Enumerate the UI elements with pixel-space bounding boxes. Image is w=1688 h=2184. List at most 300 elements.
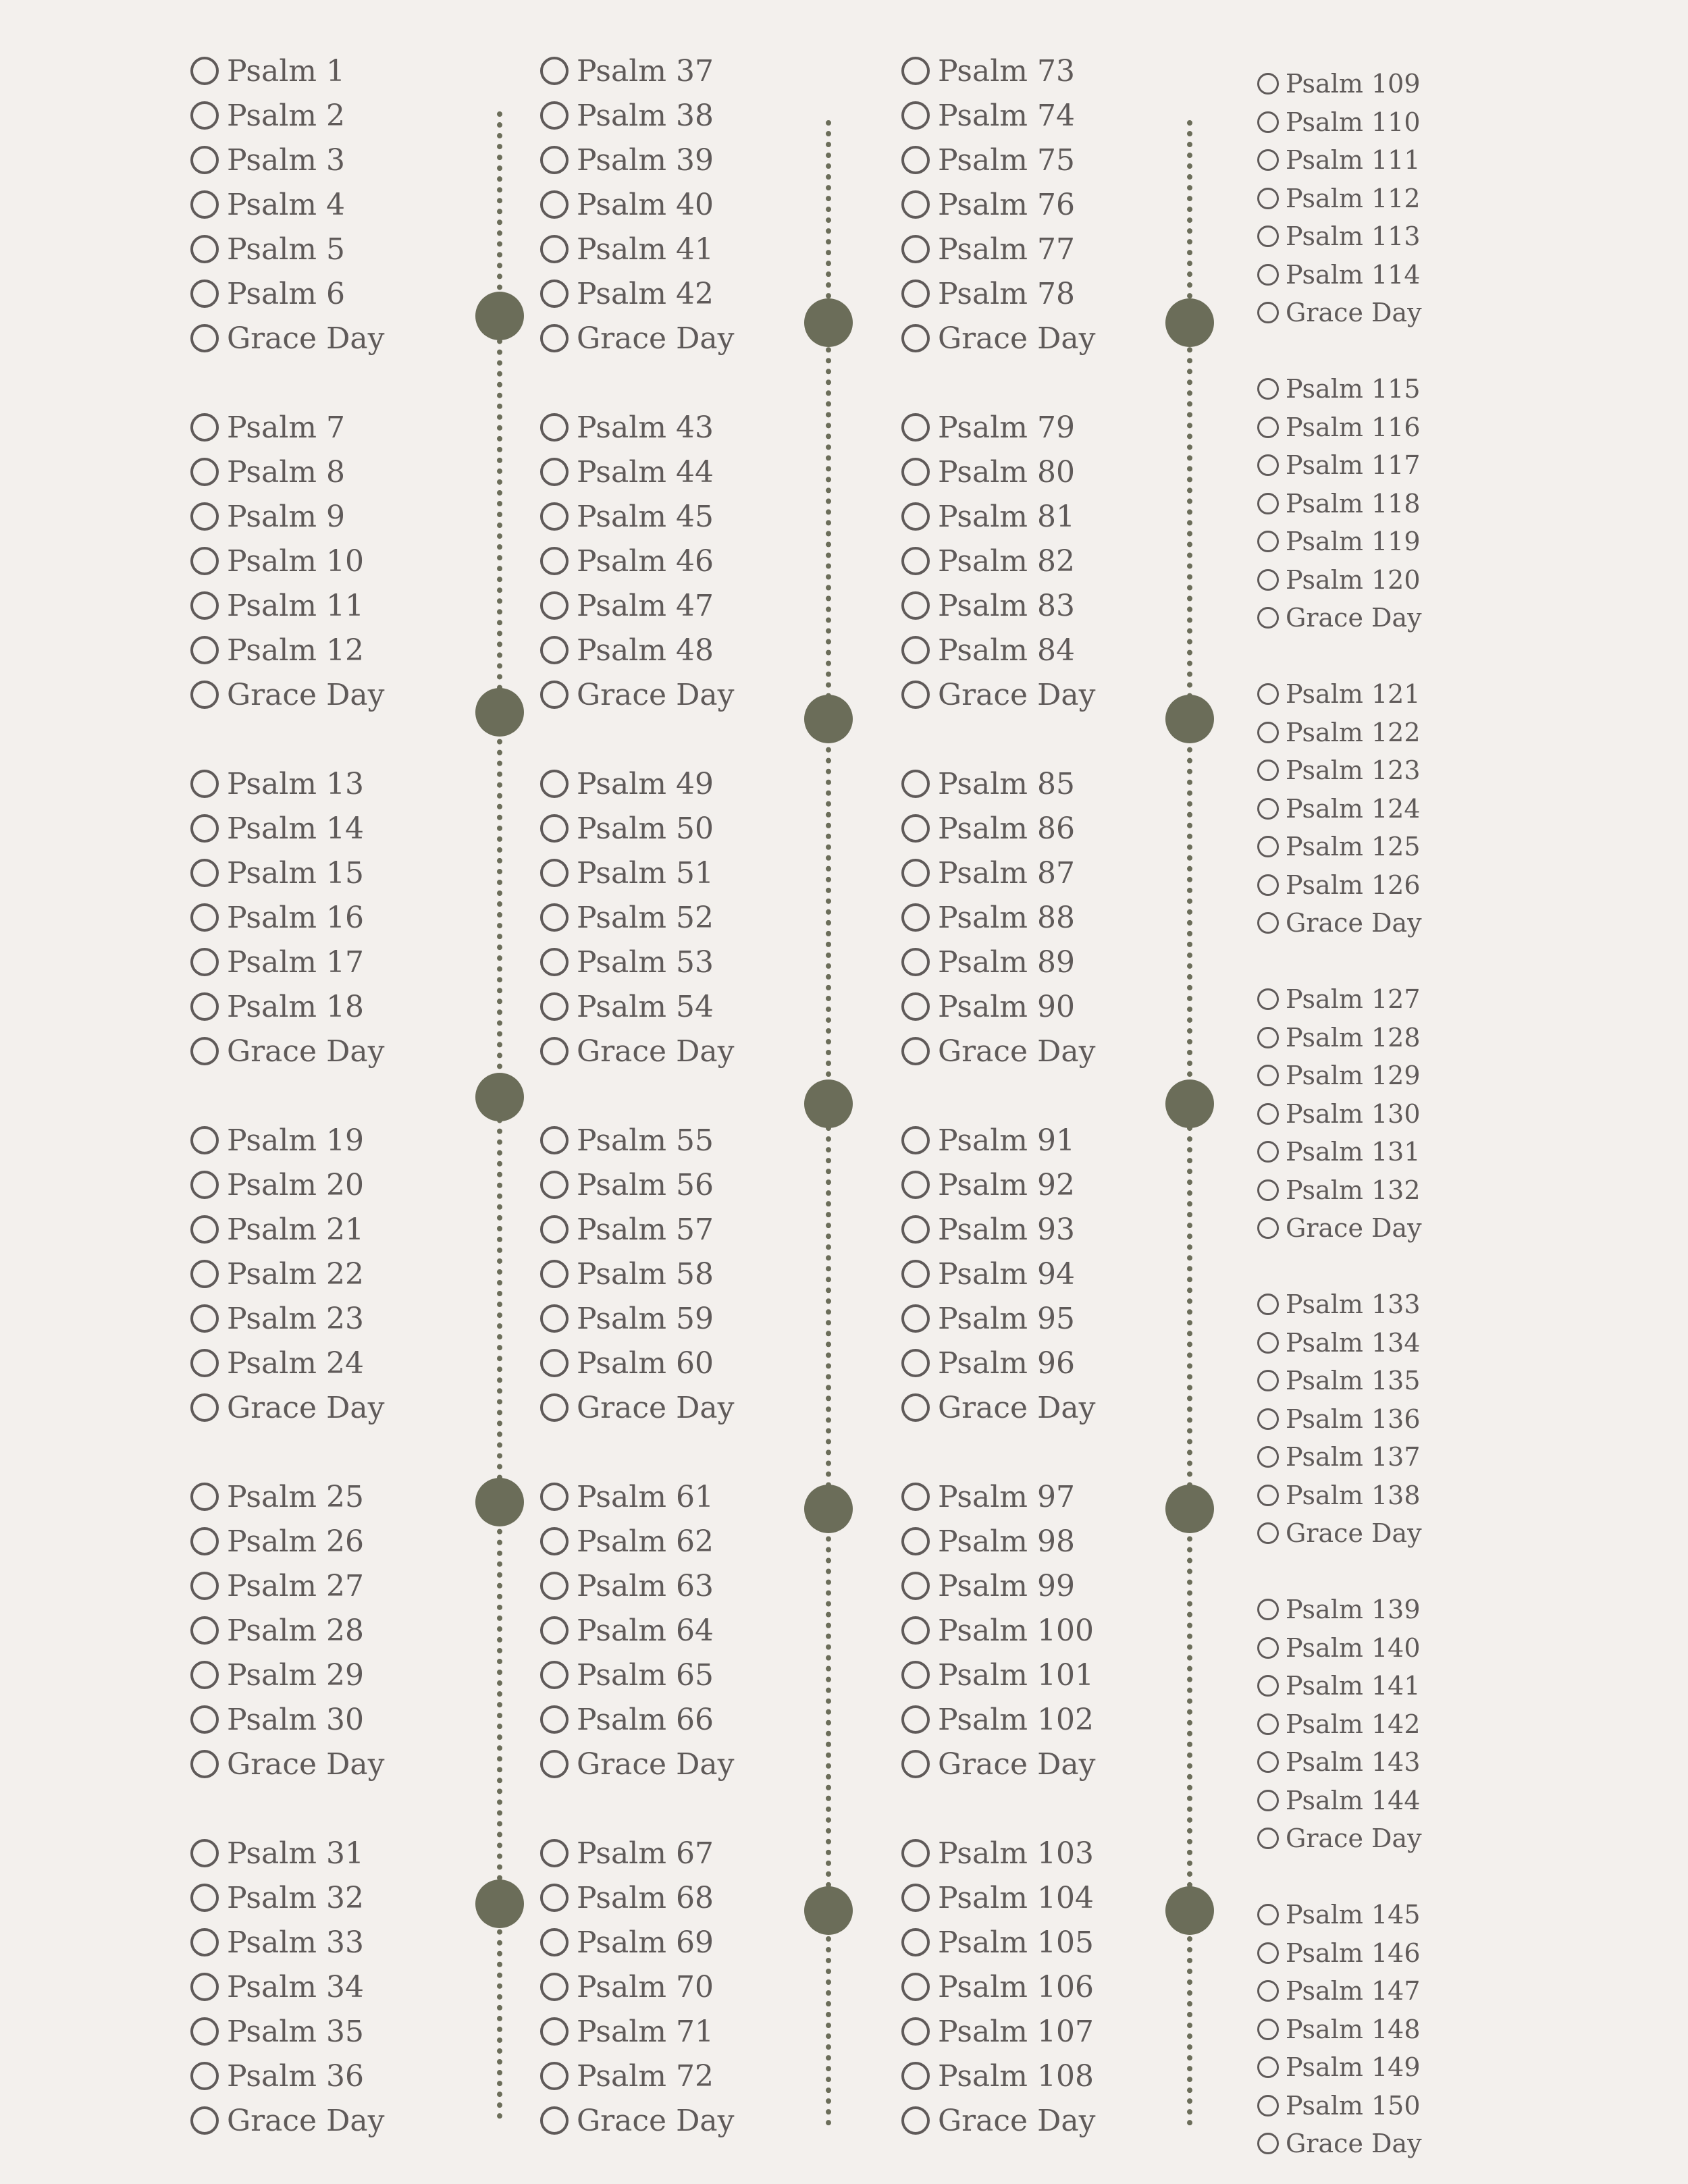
- circle-outline-icon[interactable]: [540, 1705, 569, 1734]
- circle-outline-icon[interactable]: [1257, 1294, 1279, 1315]
- grace-day-checkbox-item[interactable]: [901, 1744, 1095, 1784]
- psalm-checkbox-item[interactable]: [1257, 371, 1421, 406]
- psalm-checkbox-item[interactable]: [1257, 486, 1421, 521]
- circle-outline-icon[interactable]: [901, 1126, 930, 1154]
- psalm-checkbox-item[interactable]: [901, 1209, 1075, 1250]
- circle-outline-icon[interactable]: [901, 948, 930, 976]
- circle-outline-icon[interactable]: [540, 770, 569, 798]
- circle-outline-icon[interactable]: [901, 1661, 930, 1689]
- psalm-checkbox-item[interactable]: [1257, 410, 1421, 445]
- circle-outline-icon[interactable]: [540, 1661, 569, 1689]
- circle-outline-icon[interactable]: [1257, 760, 1279, 781]
- psalm-checkbox-item[interactable]: [540, 942, 714, 982]
- psalm-checkbox-item[interactable]: [1257, 2088, 1421, 2123]
- psalm-checkbox-item[interactable]: [190, 808, 364, 849]
- circle-outline-icon[interactable]: [901, 547, 930, 575]
- psalm-checkbox-item[interactable]: [901, 184, 1075, 225]
- psalm-checkbox-item[interactable]: [1257, 1173, 1421, 1208]
- psalm-checkbox-item[interactable]: [190, 1833, 364, 1873]
- circle-outline-icon[interactable]: [540, 814, 569, 843]
- psalm-checkbox-item[interactable]: [540, 1120, 714, 1161]
- psalm-checkbox-item[interactable]: [540, 585, 714, 626]
- psalm-checkbox-item[interactable]: [190, 184, 345, 225]
- circle-outline-icon[interactable]: [540, 1572, 569, 1600]
- circle-outline-icon[interactable]: [1257, 1179, 1279, 1201]
- circle-outline-icon[interactable]: [1257, 149, 1279, 171]
- circle-outline-icon[interactable]: [901, 1171, 930, 1199]
- grace-day-checkbox-item[interactable]: [901, 1387, 1095, 1428]
- psalm-checkbox-item[interactable]: [901, 496, 1075, 537]
- psalm-checkbox-item[interactable]: [1257, 1630, 1421, 1666]
- psalm-checkbox-item[interactable]: [540, 1566, 714, 1606]
- circle-outline-icon[interactable]: [1257, 1904, 1279, 1925]
- circle-outline-icon[interactable]: [540, 681, 569, 709]
- psalm-checkbox-item[interactable]: [1257, 1973, 1421, 2008]
- circle-outline-icon[interactable]: [540, 547, 569, 575]
- psalm-checkbox-item[interactable]: [1257, 66, 1421, 101]
- circle-outline-icon[interactable]: [901, 992, 930, 1021]
- circle-outline-icon[interactable]: [540, 1393, 569, 1422]
- psalm-checkbox-item[interactable]: [901, 942, 1075, 982]
- psalm-checkbox-item[interactable]: [1257, 257, 1421, 292]
- psalm-checkbox-item[interactable]: [901, 1566, 1075, 1606]
- circle-outline-icon[interactable]: [901, 591, 930, 620]
- circle-outline-icon[interactable]: [1257, 722, 1279, 743]
- psalm-checkbox-item[interactable]: [901, 764, 1075, 804]
- psalm-checkbox-item[interactable]: [1257, 868, 1421, 903]
- grace-day-checkbox-item[interactable]: [190, 1031, 384, 1071]
- circle-outline-icon[interactable]: [190, 279, 219, 308]
- circle-outline-icon[interactable]: [540, 1215, 569, 1244]
- grace-day-checkbox-item[interactable]: [190, 318, 384, 358]
- psalm-checkbox-item[interactable]: [190, 1655, 364, 1695]
- grace-day-checkbox-item[interactable]: [1257, 1516, 1422, 1551]
- psalm-checkbox-item[interactable]: [901, 1967, 1094, 2007]
- psalm-checkbox-item[interactable]: [1257, 982, 1421, 1017]
- circle-outline-icon[interactable]: [190, 146, 219, 174]
- psalm-checkbox-item[interactable]: [901, 95, 1075, 136]
- circle-outline-icon[interactable]: [1257, 1637, 1279, 1659]
- circle-outline-icon[interactable]: [1257, 1980, 1279, 2002]
- grace-day-checkbox-item[interactable]: [540, 1031, 734, 1071]
- circle-outline-icon[interactable]: [190, 903, 219, 932]
- circle-outline-icon[interactable]: [901, 1750, 930, 1778]
- psalm-checkbox-item[interactable]: [540, 1254, 714, 1294]
- psalm-checkbox-item[interactable]: [540, 95, 714, 136]
- psalm-checkbox-item[interactable]: [540, 1833, 714, 1873]
- psalm-checkbox-item[interactable]: [1257, 1783, 1421, 1818]
- psalm-checkbox-item[interactable]: [540, 897, 714, 938]
- psalm-checkbox-item[interactable]: [190, 496, 345, 537]
- circle-outline-icon[interactable]: [1257, 1408, 1279, 1430]
- psalm-checkbox-item[interactable]: [190, 1476, 364, 1517]
- circle-outline-icon[interactable]: [540, 1884, 569, 1912]
- psalm-checkbox-item[interactable]: [540, 1165, 714, 1205]
- psalm-checkbox-item[interactable]: [540, 496, 714, 537]
- psalm-checkbox-item[interactable]: [190, 273, 345, 314]
- psalm-checkbox-item[interactable]: [540, 1298, 714, 1339]
- circle-outline-icon[interactable]: [1257, 1332, 1279, 1354]
- psalm-checkbox-item[interactable]: [540, 541, 714, 581]
- circle-outline-icon[interactable]: [190, 235, 219, 263]
- psalm-checkbox-item[interactable]: [901, 1254, 1075, 1294]
- psalm-checkbox-item[interactable]: [1257, 448, 1421, 483]
- psalm-checkbox-item[interactable]: [901, 1120, 1075, 1161]
- grace-day-checkbox-item[interactable]: [901, 674, 1095, 715]
- circle-outline-icon[interactable]: [540, 190, 569, 219]
- circle-outline-icon[interactable]: [190, 1928, 219, 1956]
- psalm-checkbox-item[interactable]: [190, 1922, 364, 1963]
- circle-outline-icon[interactable]: [1257, 836, 1279, 857]
- circle-outline-icon[interactable]: [190, 413, 219, 442]
- psalm-checkbox-item[interactable]: [190, 1521, 364, 1562]
- circle-outline-icon[interactable]: [901, 636, 930, 664]
- circle-outline-icon[interactable]: [190, 814, 219, 843]
- grace-day-checkbox-item[interactable]: [1257, 295, 1422, 330]
- psalm-checkbox-item[interactable]: [1257, 715, 1421, 750]
- psalm-checkbox-item[interactable]: [540, 1967, 714, 2007]
- psalm-checkbox-item[interactable]: [901, 853, 1075, 893]
- psalm-checkbox-item[interactable]: [1257, 1287, 1421, 1322]
- circle-outline-icon[interactable]: [540, 1616, 569, 1645]
- psalm-checkbox-item[interactable]: [1257, 142, 1421, 178]
- circle-outline-icon[interactable]: [540, 502, 569, 531]
- circle-outline-icon[interactable]: [901, 1215, 930, 1244]
- psalm-checkbox-item[interactable]: [190, 986, 364, 1027]
- psalm-checkbox-item[interactable]: [190, 1120, 364, 1161]
- circle-outline-icon[interactable]: [901, 1483, 930, 1511]
- circle-outline-icon[interactable]: [901, 1037, 930, 1065]
- grace-day-checkbox-item[interactable]: [1257, 1210, 1422, 1246]
- circle-outline-icon[interactable]: [190, 2062, 219, 2090]
- psalm-checkbox-item[interactable]: [540, 1699, 714, 1740]
- psalm-checkbox-item[interactable]: [1257, 1325, 1421, 1360]
- psalm-checkbox-item[interactable]: [190, 407, 345, 448]
- circle-outline-icon[interactable]: [190, 591, 219, 620]
- circle-outline-icon[interactable]: [540, 1171, 569, 1199]
- circle-outline-icon[interactable]: [1257, 912, 1279, 934]
- psalm-checkbox-item[interactable]: [901, 229, 1075, 269]
- psalm-checkbox-item[interactable]: [540, 184, 714, 225]
- psalm-checkbox-item[interactable]: [901, 1610, 1094, 1651]
- circle-outline-icon[interactable]: [901, 324, 930, 352]
- psalm-checkbox-item[interactable]: [1257, 829, 1421, 864]
- circle-outline-icon[interactable]: [190, 1304, 219, 1333]
- grace-day-checkbox-item[interactable]: [540, 318, 734, 358]
- psalm-checkbox-item[interactable]: [190, 541, 364, 581]
- circle-outline-icon[interactable]: [1257, 2133, 1279, 2154]
- circle-outline-icon[interactable]: [540, 1973, 569, 2001]
- circle-outline-icon[interactable]: [901, 413, 930, 442]
- circle-outline-icon[interactable]: [901, 235, 930, 263]
- circle-outline-icon[interactable]: [1257, 417, 1279, 438]
- circle-outline-icon[interactable]: [901, 2017, 930, 2046]
- circle-outline-icon[interactable]: [190, 859, 219, 887]
- grace-day-checkbox-item[interactable]: [190, 1387, 384, 1428]
- circle-outline-icon[interactable]: [901, 814, 930, 843]
- psalm-checkbox-item[interactable]: [1257, 1592, 1421, 1627]
- psalm-checkbox-item[interactable]: [190, 2056, 364, 2096]
- psalm-checkbox-item[interactable]: [1257, 753, 1421, 788]
- psalm-checkbox-item[interactable]: [901, 51, 1075, 91]
- circle-outline-icon[interactable]: [1257, 2019, 1279, 2040]
- psalm-checkbox-item[interactable]: [901, 2011, 1094, 2052]
- circle-outline-icon[interactable]: [901, 1973, 930, 2001]
- circle-outline-icon[interactable]: [901, 279, 930, 308]
- psalm-checkbox-item[interactable]: [540, 1655, 714, 1695]
- circle-outline-icon[interactable]: [190, 1126, 219, 1154]
- psalm-checkbox-item[interactable]: [190, 1343, 364, 1383]
- psalm-checkbox-item[interactable]: [1257, 1668, 1421, 1703]
- circle-outline-icon[interactable]: [540, 324, 569, 352]
- psalm-checkbox-item[interactable]: [540, 407, 714, 448]
- circle-outline-icon[interactable]: [540, 2017, 569, 2046]
- grace-day-checkbox-item[interactable]: [190, 2100, 384, 2141]
- psalm-checkbox-item[interactable]: [540, 1209, 714, 1250]
- circle-outline-icon[interactable]: [190, 1349, 219, 1377]
- circle-outline-icon[interactable]: [1257, 1446, 1279, 1468]
- circle-outline-icon[interactable]: [190, 1616, 219, 1645]
- psalm-checkbox-item[interactable]: [190, 942, 364, 982]
- circle-outline-icon[interactable]: [190, 547, 219, 575]
- psalm-checkbox-item[interactable]: [901, 1877, 1094, 1918]
- psalm-checkbox-item[interactable]: [190, 1298, 364, 1339]
- circle-outline-icon[interactable]: [1257, 874, 1279, 896]
- psalm-checkbox-item[interactable]: [540, 764, 714, 804]
- psalm-checkbox-item[interactable]: [540, 229, 714, 269]
- circle-outline-icon[interactable]: [1257, 454, 1279, 476]
- psalm-checkbox-item[interactable]: [1257, 1439, 1421, 1474]
- psalm-checkbox-item[interactable]: [540, 2011, 714, 2052]
- psalm-checkbox-item[interactable]: [1257, 1707, 1421, 1742]
- psalm-checkbox-item[interactable]: [1257, 791, 1421, 826]
- psalm-checkbox-item[interactable]: [190, 452, 345, 492]
- circle-outline-icon[interactable]: [540, 1750, 569, 1778]
- grace-day-checkbox-item[interactable]: [540, 1744, 734, 1784]
- circle-outline-icon[interactable]: [1257, 225, 1279, 247]
- circle-outline-icon[interactable]: [190, 1884, 219, 1912]
- circle-outline-icon[interactable]: [540, 413, 569, 442]
- circle-outline-icon[interactable]: [901, 190, 930, 219]
- circle-outline-icon[interactable]: [1257, 531, 1279, 552]
- psalm-checkbox-item[interactable]: [1257, 2050, 1421, 2085]
- circle-outline-icon[interactable]: [190, 636, 219, 664]
- circle-outline-icon[interactable]: [901, 1304, 930, 1333]
- psalm-checkbox-item[interactable]: [190, 1209, 364, 1250]
- circle-outline-icon[interactable]: [540, 279, 569, 308]
- circle-outline-icon[interactable]: [1257, 1713, 1279, 1735]
- psalm-checkbox-item[interactable]: [1257, 1058, 1421, 1093]
- circle-outline-icon[interactable]: [901, 1884, 930, 1912]
- psalm-checkbox-item[interactable]: [190, 229, 345, 269]
- circle-outline-icon[interactable]: [540, 2062, 569, 2090]
- circle-outline-icon[interactable]: [540, 903, 569, 932]
- circle-outline-icon[interactable]: [190, 57, 219, 85]
- circle-outline-icon[interactable]: [901, 770, 930, 798]
- circle-outline-icon[interactable]: [901, 2062, 930, 2090]
- psalm-checkbox-item[interactable]: [901, 1699, 1094, 1740]
- psalm-checkbox-item[interactable]: [901, 2056, 1094, 2096]
- circle-outline-icon[interactable]: [1257, 1103, 1279, 1125]
- grace-day-checkbox-item[interactable]: [1257, 2126, 1422, 2161]
- circle-outline-icon[interactable]: [190, 2017, 219, 2046]
- circle-outline-icon[interactable]: [190, 1215, 219, 1244]
- circle-outline-icon[interactable]: [540, 458, 569, 486]
- circle-outline-icon[interactable]: [1257, 988, 1279, 1010]
- psalm-checkbox-item[interactable]: [901, 1833, 1094, 1873]
- circle-outline-icon[interactable]: [901, 903, 930, 932]
- grace-day-checkbox-item[interactable]: [901, 318, 1095, 358]
- circle-outline-icon[interactable]: [1257, 493, 1279, 514]
- circle-outline-icon[interactable]: [190, 1260, 219, 1288]
- circle-outline-icon[interactable]: [1257, 1065, 1279, 1086]
- grace-day-checkbox-item[interactable]: [540, 2100, 734, 2141]
- circle-outline-icon[interactable]: [1257, 1522, 1279, 1544]
- circle-outline-icon[interactable]: [190, 458, 219, 486]
- circle-outline-icon[interactable]: [190, 324, 219, 352]
- circle-outline-icon[interactable]: [190, 770, 219, 798]
- psalm-checkbox-item[interactable]: [190, 853, 364, 893]
- psalm-checkbox-item[interactable]: [1257, 676, 1421, 712]
- circle-outline-icon[interactable]: [540, 146, 569, 174]
- circle-outline-icon[interactable]: [540, 1037, 569, 1065]
- circle-outline-icon[interactable]: [1257, 1027, 1279, 1048]
- circle-outline-icon[interactable]: [1257, 2095, 1279, 2116]
- psalm-checkbox-item[interactable]: [901, 897, 1075, 938]
- psalm-checkbox-item[interactable]: [901, 1165, 1075, 1205]
- circle-outline-icon[interactable]: [540, 1839, 569, 1867]
- grace-day-checkbox-item[interactable]: [1257, 1821, 1422, 1856]
- psalm-checkbox-item[interactable]: [901, 1298, 1075, 1339]
- circle-outline-icon[interactable]: [1257, 1828, 1279, 1849]
- psalm-checkbox-item[interactable]: [540, 2056, 714, 2096]
- circle-outline-icon[interactable]: [1257, 569, 1279, 591]
- circle-outline-icon[interactable]: [190, 1839, 219, 1867]
- psalm-checkbox-item[interactable]: [540, 1343, 714, 1383]
- circle-outline-icon[interactable]: [901, 1705, 930, 1734]
- circle-outline-icon[interactable]: [1257, 2056, 1279, 2078]
- psalm-checkbox-item[interactable]: [190, 764, 364, 804]
- psalm-checkbox-item[interactable]: [190, 2011, 364, 2052]
- psalm-checkbox-item[interactable]: [190, 630, 364, 670]
- grace-day-checkbox-item[interactable]: [1257, 600, 1422, 635]
- psalm-checkbox-item[interactable]: [1257, 1020, 1421, 1055]
- psalm-checkbox-item[interactable]: [1257, 1936, 1421, 1971]
- circle-outline-icon[interactable]: [190, 2106, 219, 2135]
- circle-outline-icon[interactable]: [190, 1037, 219, 1065]
- circle-outline-icon[interactable]: [190, 1705, 219, 1734]
- psalm-checkbox-item[interactable]: [540, 853, 714, 893]
- psalm-checkbox-item[interactable]: [540, 1521, 714, 1562]
- psalm-checkbox-item[interactable]: [1257, 1363, 1421, 1398]
- circle-outline-icon[interactable]: [1257, 1790, 1279, 1811]
- circle-outline-icon[interactable]: [540, 1928, 569, 1956]
- psalm-checkbox-item[interactable]: [901, 1521, 1075, 1562]
- circle-outline-icon[interactable]: [901, 681, 930, 709]
- psalm-checkbox-item[interactable]: [540, 452, 714, 492]
- psalm-checkbox-item[interactable]: [540, 986, 714, 1027]
- circle-outline-icon[interactable]: [540, 1527, 569, 1555]
- psalm-checkbox-item[interactable]: [190, 585, 364, 626]
- circle-outline-icon[interactable]: [540, 591, 569, 620]
- circle-outline-icon[interactable]: [1257, 302, 1279, 323]
- circle-outline-icon[interactable]: [901, 1260, 930, 1288]
- psalm-checkbox-item[interactable]: [901, 140, 1075, 180]
- psalm-checkbox-item[interactable]: [1257, 562, 1421, 597]
- psalm-checkbox-item[interactable]: [190, 1165, 364, 1205]
- circle-outline-icon[interactable]: [190, 1572, 219, 1600]
- psalm-checkbox-item[interactable]: [540, 1922, 714, 1963]
- psalm-checkbox-item[interactable]: [540, 808, 714, 849]
- grace-day-checkbox-item[interactable]: [901, 1031, 1095, 1071]
- circle-outline-icon[interactable]: [190, 190, 219, 219]
- circle-outline-icon[interactable]: [540, 2106, 569, 2135]
- grace-day-checkbox-item[interactable]: [190, 1744, 384, 1784]
- circle-outline-icon[interactable]: [1257, 683, 1279, 705]
- psalm-checkbox-item[interactable]: [540, 140, 714, 180]
- psalm-checkbox-item[interactable]: [190, 140, 345, 180]
- psalm-checkbox-item[interactable]: [1257, 1897, 1421, 1932]
- circle-outline-icon[interactable]: [190, 1393, 219, 1422]
- circle-outline-icon[interactable]: [190, 1661, 219, 1689]
- circle-outline-icon[interactable]: [1257, 1485, 1279, 1506]
- psalm-checkbox-item[interactable]: [190, 51, 345, 91]
- psalm-checkbox-item[interactable]: [1257, 1478, 1421, 1513]
- circle-outline-icon[interactable]: [1257, 1751, 1279, 1773]
- circle-outline-icon[interactable]: [1257, 1942, 1279, 1964]
- psalm-checkbox-item[interactable]: [1257, 1744, 1421, 1780]
- psalm-checkbox-item[interactable]: [1257, 105, 1421, 140]
- circle-outline-icon[interactable]: [901, 101, 930, 130]
- psalm-checkbox-item[interactable]: [1257, 1134, 1421, 1169]
- psalm-checkbox-item[interactable]: [901, 541, 1075, 581]
- circle-outline-icon[interactable]: [1257, 111, 1279, 133]
- circle-outline-icon[interactable]: [901, 458, 930, 486]
- psalm-checkbox-item[interactable]: [901, 452, 1075, 492]
- circle-outline-icon[interactable]: [190, 1527, 219, 1555]
- circle-outline-icon[interactable]: [1257, 378, 1279, 400]
- psalm-checkbox-item[interactable]: [540, 1476, 714, 1517]
- circle-outline-icon[interactable]: [190, 1483, 219, 1511]
- circle-outline-icon[interactable]: [901, 146, 930, 174]
- psalm-checkbox-item[interactable]: [1257, 1402, 1421, 1437]
- psalm-checkbox-item[interactable]: [190, 1877, 364, 1918]
- psalm-checkbox-item[interactable]: [190, 1610, 364, 1651]
- psalm-checkbox-item[interactable]: [190, 1699, 364, 1740]
- circle-outline-icon[interactable]: [540, 1349, 569, 1377]
- psalm-checkbox-item[interactable]: [190, 95, 345, 136]
- circle-outline-icon[interactable]: [190, 1171, 219, 1199]
- circle-outline-icon[interactable]: [540, 859, 569, 887]
- circle-outline-icon[interactable]: [190, 101, 219, 130]
- psalm-checkbox-item[interactable]: [901, 407, 1075, 448]
- circle-outline-icon[interactable]: [901, 1349, 930, 1377]
- circle-outline-icon[interactable]: [901, 1393, 930, 1422]
- circle-outline-icon[interactable]: [901, 859, 930, 887]
- circle-outline-icon[interactable]: [901, 1839, 930, 1867]
- circle-outline-icon[interactable]: [190, 681, 219, 709]
- psalm-checkbox-item[interactable]: [901, 808, 1075, 849]
- grace-day-checkbox-item[interactable]: [540, 674, 734, 715]
- psalm-checkbox-item[interactable]: [901, 1476, 1075, 1517]
- psalm-checkbox-item[interactable]: [190, 1254, 364, 1294]
- psalm-checkbox-item[interactable]: [901, 1343, 1075, 1383]
- psalm-checkbox-item[interactable]: [1257, 1096, 1421, 1131]
- circle-outline-icon[interactable]: [540, 101, 569, 130]
- grace-day-checkbox-item[interactable]: [190, 674, 384, 715]
- circle-outline-icon[interactable]: [540, 1126, 569, 1154]
- circle-outline-icon[interactable]: [1257, 1217, 1279, 1239]
